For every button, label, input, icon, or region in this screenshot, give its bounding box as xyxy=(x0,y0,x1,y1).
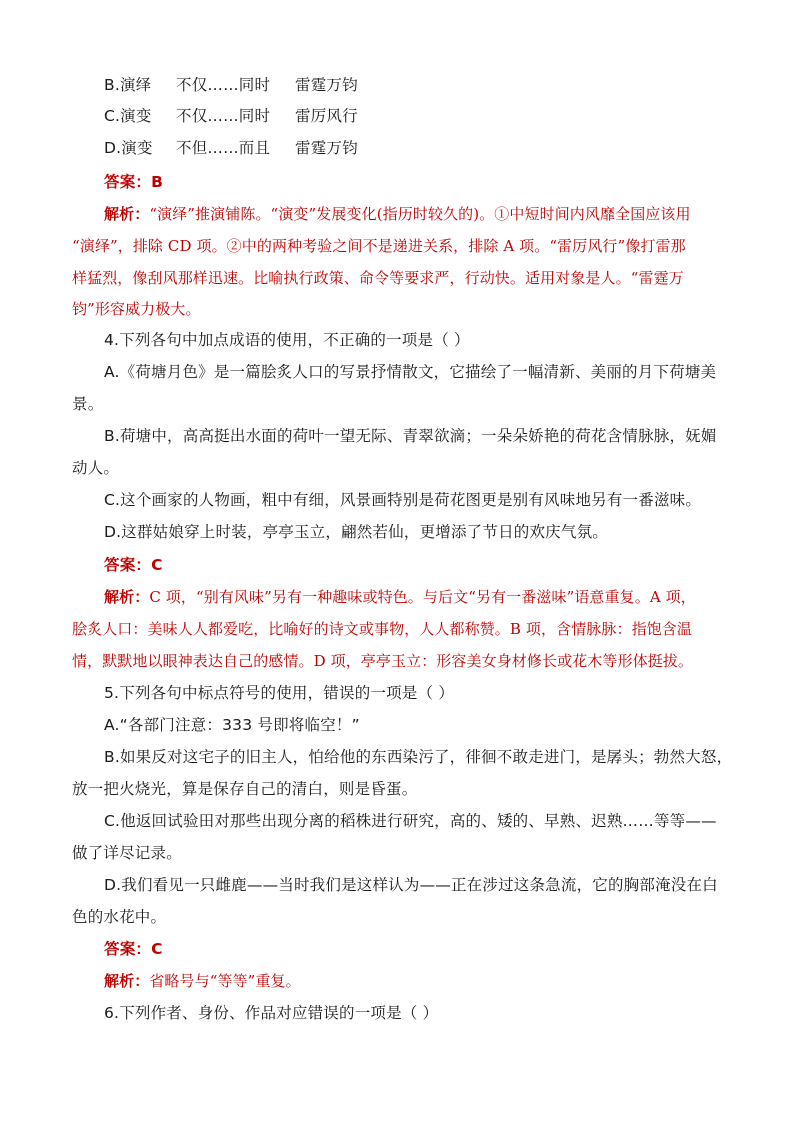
answer-value: B xyxy=(151,173,164,191)
q4-option-c: C.这个画家的人物画，粗中有细，风景画特别是荷花图更是别有风味地另有一番滋味。 xyxy=(104,491,702,509)
q4-analysis-line: 脍炙人口：美味人人都爱吃，比喻好的诗文或事物，人人都称赞。B 项，含情脉脉：指饱含温 xyxy=(72,620,692,638)
analysis-text: C 项，“别有风味”另有一种趣味或特色。与后文“另有一番滋味”语意重复。A 项， xyxy=(149,588,696,606)
answer-label: 答案： xyxy=(104,556,152,574)
q4-option-d: D.这群姑娘穿上时装，亭亭玉立，翩然若仙，更增添了节日的欢庆气氛。 xyxy=(104,523,608,541)
analysis-text: “演绎”推演铺陈。“演变”发展变化(指历时较久的)。①中短时间内风靡全国应该用 xyxy=(149,205,691,223)
option-letter: B.演绎 xyxy=(104,76,152,94)
q4-option-b: B.荷塘中，高高挺出水面的荷叶一望无际、青翠欲滴；一朵朵娇艳的荷花含情脉脉，妩媚 xyxy=(104,427,717,445)
q6-stem: 6.下列作者、身份、作品对应错误的一项是（ ） xyxy=(104,1004,439,1022)
option-part: 不但……而且 xyxy=(176,139,271,157)
analysis-text: 省略号与“等等”重复。 xyxy=(149,972,301,990)
option-part: 不仅……同时 xyxy=(176,107,271,125)
q5-analysis-line xyxy=(104,970,724,992)
answer-label: 答案： xyxy=(104,940,152,958)
option-letter: D.演变 xyxy=(104,139,153,157)
answer-label: 答案： xyxy=(104,173,152,191)
q4-stem: 4.下列各句中加点成语的使用，不正确的一项是（ ） xyxy=(104,331,470,349)
q3-analysis-line: 钧”形容威力极大。 xyxy=(72,300,201,318)
q3-option-d xyxy=(104,137,724,159)
q5-option-c: C.他返回试验田对那些出现分离的稻株进行研究，高的、矮的、早熟、迟熟……等等—— xyxy=(104,812,717,830)
q4-answer xyxy=(104,554,724,576)
option-part: 雷霆万钧 xyxy=(295,139,358,157)
q4-analysis-line: 情，默默地以眼神表达自己的感情。D 项，亭亭玉立：形容美女身材修长或花木等形体挺拔。 xyxy=(72,652,693,670)
analysis-label: 解析： xyxy=(104,588,150,606)
q4-option-b-cont: 动人。 xyxy=(72,459,120,477)
q5-option-b-cont: 放一把火烧光，算是保存自己的清白，则是昏蛋。 xyxy=(72,780,418,798)
q5-option-d-cont: 色的水花中。 xyxy=(72,908,167,926)
option-letter: C.演变 xyxy=(104,107,152,125)
q5-option-d: D.我们看见一只雌鹿——当时我们是这样认为——正在涉过这条急流，它的胸部淹没在白 xyxy=(104,876,718,894)
q3-option-c xyxy=(104,105,724,127)
q3-analysis-line xyxy=(104,203,724,225)
option-part: 不仅……同时 xyxy=(176,76,271,94)
q5-option-a: A.“各部门注意：333 号即将临空！” xyxy=(104,716,360,734)
q5-stem: 5.下列各句中标点符号的使用，错误的一项是（ ） xyxy=(104,684,455,702)
q3-analysis-line: 样猛烈，像刮风那样迅速。比喻执行政策、命令等要求严，行动快。适用对象是人。“雷霆万 xyxy=(72,269,684,287)
answer-value: C xyxy=(151,940,163,958)
q4-analysis-line xyxy=(104,586,724,608)
q3-analysis-line: “演绎”，排除 CD 项。②中的两种考验之间不是递进关系，排除 A 项。“雷厉风行”像打雷那 xyxy=(72,237,686,255)
q5-option-c-cont: 做了详尽记录。 xyxy=(72,844,182,862)
q5-answer xyxy=(104,938,724,960)
q4-option-a: A.《荷塘月色》是一篇脍炙人口的写景抒情散文，它描绘了一幅清新、美丽的月下荷塘美 xyxy=(104,363,717,381)
q3-option-b xyxy=(104,74,724,96)
q3-answer xyxy=(104,171,724,193)
analysis-label: 解析： xyxy=(104,972,150,990)
analysis-label: 解析： xyxy=(104,205,150,223)
option-part: 雷霆万钧 xyxy=(295,76,358,94)
q5-option-b: B.如果反对这宅子的旧主人，怕给他的东西染污了，徘徊不敢走进门，是孱头；勃然大怒， xyxy=(104,748,733,766)
q4-option-a-cont: 景。 xyxy=(72,395,104,413)
option-part: 雷厉风行 xyxy=(295,107,358,125)
answer-value: C xyxy=(151,556,163,574)
